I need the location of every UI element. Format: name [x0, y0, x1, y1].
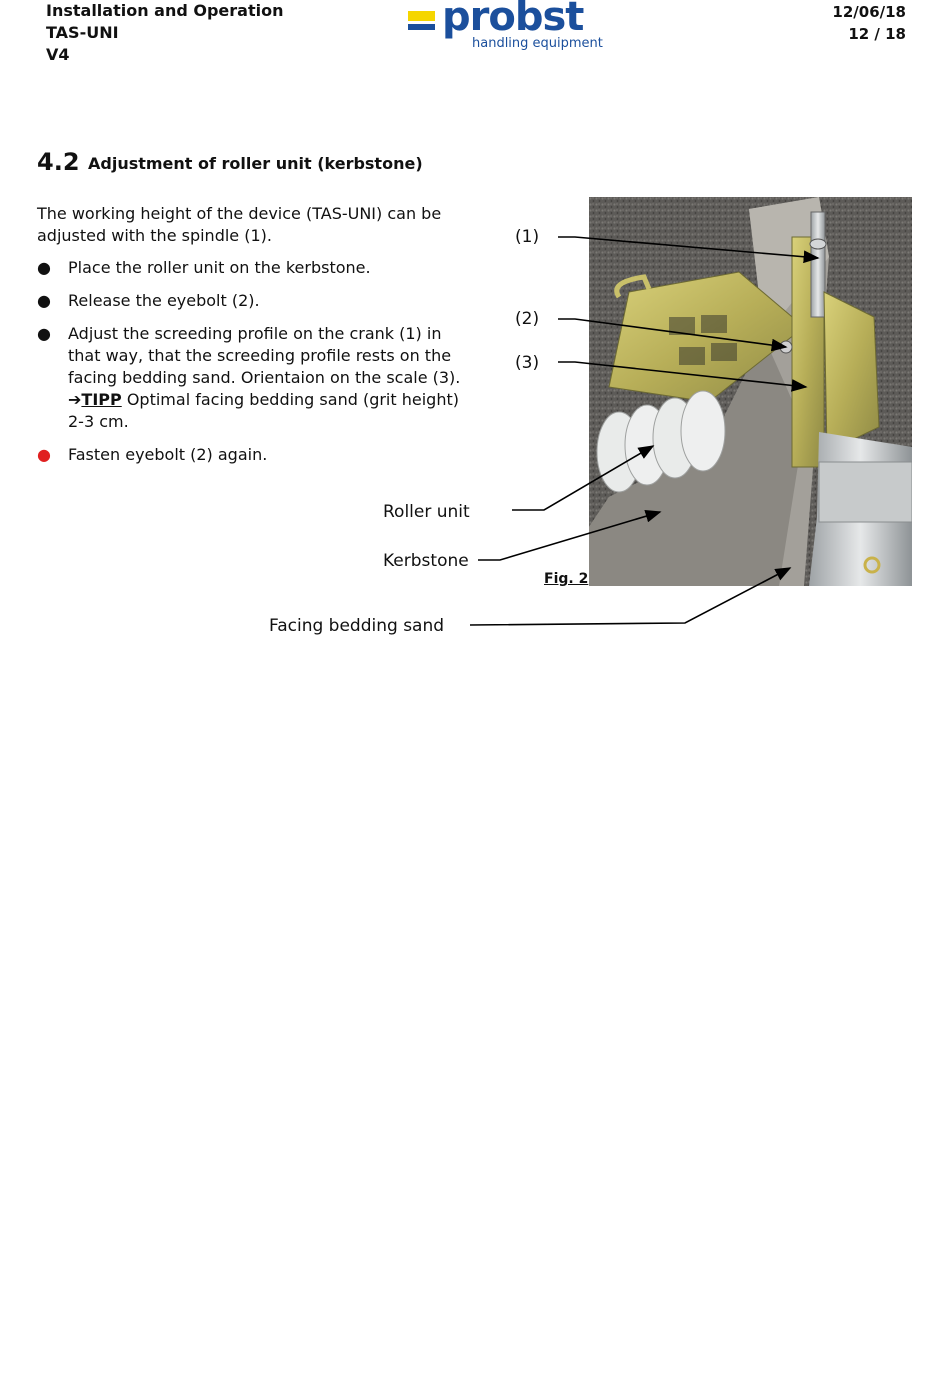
label-roller-unit: Roller unit	[383, 502, 470, 522]
arrow-kerbstone	[478, 512, 660, 560]
arrow-facing-bedding-sand	[470, 568, 790, 625]
tip-label: TIPP	[81, 390, 122, 409]
figure-caption: Fig. 2	[544, 571, 589, 587]
bullet-icon: ●	[37, 291, 51, 310]
header-title: Installation and Operation	[46, 1, 284, 20]
arrow-callout-1	[558, 237, 818, 258]
bullet-icon: ●	[37, 258, 51, 277]
list-item-text: Adjust the screeding profile on the crank (1) in that way, that the screeding profile rests on the facing bedding sand. Orientaion on the scale (3).	[68, 324, 461, 387]
section-number: 4.2	[37, 148, 80, 176]
list-item-text: Release the eyebolt (2).	[68, 291, 260, 310]
bullet-icon: ●	[37, 324, 51, 343]
callout-1: (1)	[515, 227, 540, 247]
list-item-text: Place the roller unit on the kerbstone.	[68, 258, 371, 277]
red-bullet-icon: ●	[37, 445, 51, 464]
arrow-callout-2	[558, 319, 786, 347]
header-date: 12/06/18	[832, 3, 906, 21]
callout-3: (3)	[515, 353, 540, 373]
section-title: Adjustment of roller unit (kerbstone)	[88, 154, 423, 173]
header-version: V4	[46, 45, 70, 64]
list-item-text: Fasten eyebolt (2) again.	[68, 445, 268, 464]
header-page-number: 12 / 18	[848, 25, 906, 43]
header-product: TAS-UNI	[46, 23, 119, 42]
arrow-icon: ➔	[68, 390, 82, 409]
arrow-roller-unit	[512, 446, 653, 510]
tip-text: Optimal facing bedding sand (grit height) 2-3 cm.	[68, 390, 459, 431]
callout-2: (2)	[515, 309, 540, 329]
label-kerbstone: Kerbstone	[383, 551, 469, 571]
label-facing-bedding-sand: Facing bedding sand	[269, 616, 445, 636]
intro-paragraph: The working height of the device (TAS-UNI) can be adjusted with the spindle (1).	[37, 204, 442, 245]
arrow-callout-3	[558, 362, 806, 387]
logo-tagline: handling equipment	[472, 36, 603, 51]
logo-wordmark: probst	[442, 0, 584, 40]
